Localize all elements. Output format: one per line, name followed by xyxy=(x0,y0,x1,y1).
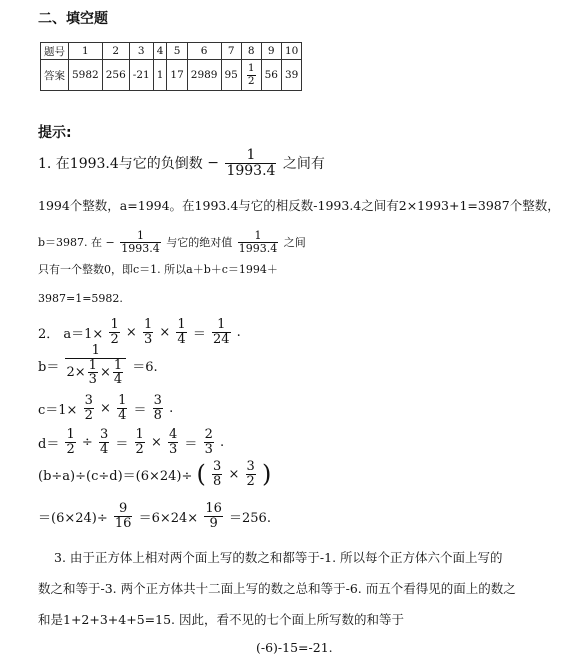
table-row xyxy=(41,43,302,60)
numerator: 1 xyxy=(246,147,256,163)
table-cell: 9 xyxy=(261,43,281,60)
table-cell: 8 xyxy=(241,43,261,60)
table-cell: 2989 xyxy=(187,60,221,91)
denominator: 3 xyxy=(143,331,153,347)
denominator: 8 xyxy=(213,473,222,489)
numerator: 3 xyxy=(99,427,109,442)
denominator: 2 xyxy=(84,407,93,423)
p2-line-c xyxy=(38,394,173,422)
text: × xyxy=(74,364,86,380)
text: b＝ xyxy=(38,359,60,375)
table-cell: 6 xyxy=(187,43,221,60)
p2-line-e xyxy=(38,460,271,488)
fraction xyxy=(238,230,279,254)
table-cell: 4 xyxy=(153,43,167,60)
denominator: 1993.4 xyxy=(238,241,278,255)
numerator: 1 xyxy=(217,317,226,332)
text: × xyxy=(100,400,111,416)
fraction xyxy=(204,428,214,456)
text: ＝ xyxy=(115,436,129,452)
numerator: 3 xyxy=(153,393,162,408)
denominator: 2 xyxy=(246,473,255,489)
numerator: 2 xyxy=(204,427,213,442)
numerator: 1 xyxy=(143,317,153,332)
denominator: 16 xyxy=(114,515,132,531)
table-cell: 3 xyxy=(129,43,153,60)
numerator: 1 xyxy=(177,317,186,332)
text: ＝6. xyxy=(132,359,158,375)
denominator: 1993.4 xyxy=(121,241,160,255)
fraction xyxy=(113,359,123,387)
denominator: 4 xyxy=(177,331,186,347)
text: ÷ xyxy=(81,434,93,450)
table-cell: 5 xyxy=(167,43,187,60)
fraction xyxy=(114,502,133,530)
fraction xyxy=(88,359,98,387)
fraction xyxy=(117,394,127,422)
numerator: 1 xyxy=(247,62,255,75)
text: × xyxy=(228,466,240,482)
hint-label: 提示: xyxy=(38,125,72,141)
p1-line-e: 3987=1=5982. xyxy=(38,292,123,305)
text: × xyxy=(99,364,111,380)
denominator: 2 xyxy=(135,441,144,457)
table-cell: 56 xyxy=(261,60,281,91)
p3-line-3: 和是1+2+3+4+5=15. 因此，看不见的七个面上所写数的和等于 xyxy=(38,612,404,627)
denominator: 24 xyxy=(212,331,230,347)
text: 与它的绝对值 xyxy=(166,236,233,250)
denominator: 2 xyxy=(247,74,255,87)
text: ( xyxy=(196,460,206,489)
text: (b÷a)÷(c÷d)＝(6×24)÷ xyxy=(38,468,193,484)
numerator: 1 xyxy=(113,357,123,373)
denominator: 3 xyxy=(168,441,178,457)
table-cell: 95 xyxy=(221,60,241,91)
table-cell: 256 xyxy=(102,60,129,91)
p2-line-d xyxy=(38,428,224,456)
denominator xyxy=(65,358,126,387)
row-label-number: 题号 xyxy=(41,43,69,60)
denominator: 3 xyxy=(204,441,213,457)
p1-line-d: 只有一个整数0，即c＝1. 所以a＋b＋c＝1994＋ xyxy=(38,263,278,276)
numerator: 1 xyxy=(88,357,97,373)
text: − xyxy=(207,155,219,172)
table-cell: 10 xyxy=(281,43,301,60)
denominator: 1993.4 xyxy=(226,162,276,179)
table-cell: 17 xyxy=(167,60,187,91)
denominator: 3 xyxy=(88,372,97,388)
fraction xyxy=(168,428,178,456)
p2-line-b xyxy=(38,344,158,387)
text: c＝1× xyxy=(38,402,78,418)
answer-table xyxy=(40,42,302,91)
denominator: 4 xyxy=(118,407,127,423)
text: ＝6×24× xyxy=(138,510,199,526)
fraction xyxy=(246,460,256,488)
text: × xyxy=(125,324,137,340)
fraction xyxy=(212,460,222,488)
fraction xyxy=(84,394,94,422)
numerator: 1 xyxy=(91,343,100,358)
p1-line-c xyxy=(38,230,306,254)
text: b＝3987. 在 xyxy=(38,236,103,250)
text: ＝(6×24)÷ xyxy=(38,510,108,526)
denominator: 2 xyxy=(66,441,75,457)
numerator: 16 xyxy=(205,501,222,516)
p1-line-a xyxy=(38,148,325,178)
fraction xyxy=(65,344,126,387)
text: 之间有 xyxy=(282,156,325,173)
table-cell: 5982 xyxy=(69,60,103,91)
text: × xyxy=(159,324,171,340)
fraction xyxy=(176,318,186,346)
table-cell: 7 xyxy=(221,43,241,60)
fraction xyxy=(109,318,119,346)
text: . xyxy=(169,400,174,416)
fraction xyxy=(204,502,223,530)
numerator: 1 xyxy=(254,229,262,242)
numerator: 1 xyxy=(137,229,144,242)
p1-line-b: 1994个整数，a=1994。在1993.4与它的相反数-1993.4之间有2×1993+1=3987个整数， xyxy=(38,198,560,213)
numerator: 1 xyxy=(135,427,144,442)
denominator: 2 xyxy=(110,331,119,347)
table-cell-fraction xyxy=(241,60,261,91)
table-cell: 2 xyxy=(102,43,129,60)
numerator: 4 xyxy=(168,427,178,442)
text: . xyxy=(236,324,241,340)
text: ＝ xyxy=(133,402,147,418)
text: ＝ xyxy=(192,326,206,342)
denominator: 8 xyxy=(153,407,162,423)
text: 2 xyxy=(66,364,75,380)
numerator: 9 xyxy=(119,501,128,516)
text: × xyxy=(150,434,162,450)
denominator: 9 xyxy=(204,516,223,531)
numerator: 3 xyxy=(213,459,222,474)
fraction xyxy=(120,230,161,254)
table-cell: 1 xyxy=(69,43,103,60)
numerator: 1 xyxy=(110,317,119,332)
text: . xyxy=(219,434,225,450)
fraction xyxy=(65,428,75,456)
numerator: 3 xyxy=(246,459,255,474)
fraction xyxy=(225,148,276,178)
fraction xyxy=(143,318,153,346)
row-label-answer: 答案 xyxy=(41,60,69,91)
p2-line-f xyxy=(38,502,271,530)
text: ＝ xyxy=(184,436,198,452)
text: d＝ xyxy=(38,436,60,452)
denominator: 4 xyxy=(113,372,123,388)
denominator: 4 xyxy=(99,441,109,457)
text: 2． a＝1× xyxy=(38,326,104,342)
fraction xyxy=(247,63,256,86)
numerator: 3 xyxy=(84,393,93,408)
p3-line-4: (-6)-15=-21. xyxy=(256,640,333,655)
text: ＝256. xyxy=(229,510,271,526)
p3-line-2: 数之和等于-3. 两个正方体共十二面上写的数之总和等于-6. 而五个看得见的面上的数之 xyxy=(38,581,516,596)
table-row xyxy=(41,60,302,91)
text: − xyxy=(105,235,115,249)
section-title: 二、填空题 xyxy=(38,11,108,27)
fraction xyxy=(153,394,163,422)
text: 之间 xyxy=(283,236,306,250)
fraction xyxy=(212,318,231,346)
p3-line-1: 3. 由于正方体上相对两个面上写的数之和都等于-1. 所以每个正方体六个面上写的 xyxy=(54,550,503,565)
fraction xyxy=(99,428,109,456)
numerator: 1 xyxy=(66,427,75,442)
fraction xyxy=(135,428,145,456)
table-cell: -21 xyxy=(129,60,153,91)
numerator: 1 xyxy=(118,393,127,408)
table-cell: 1 xyxy=(153,60,167,91)
text: 1. 在1993.4与它的负倒数 xyxy=(38,156,203,173)
p2-line-a xyxy=(38,318,241,346)
table-cell: 39 xyxy=(281,60,301,91)
text: ) xyxy=(261,460,272,489)
